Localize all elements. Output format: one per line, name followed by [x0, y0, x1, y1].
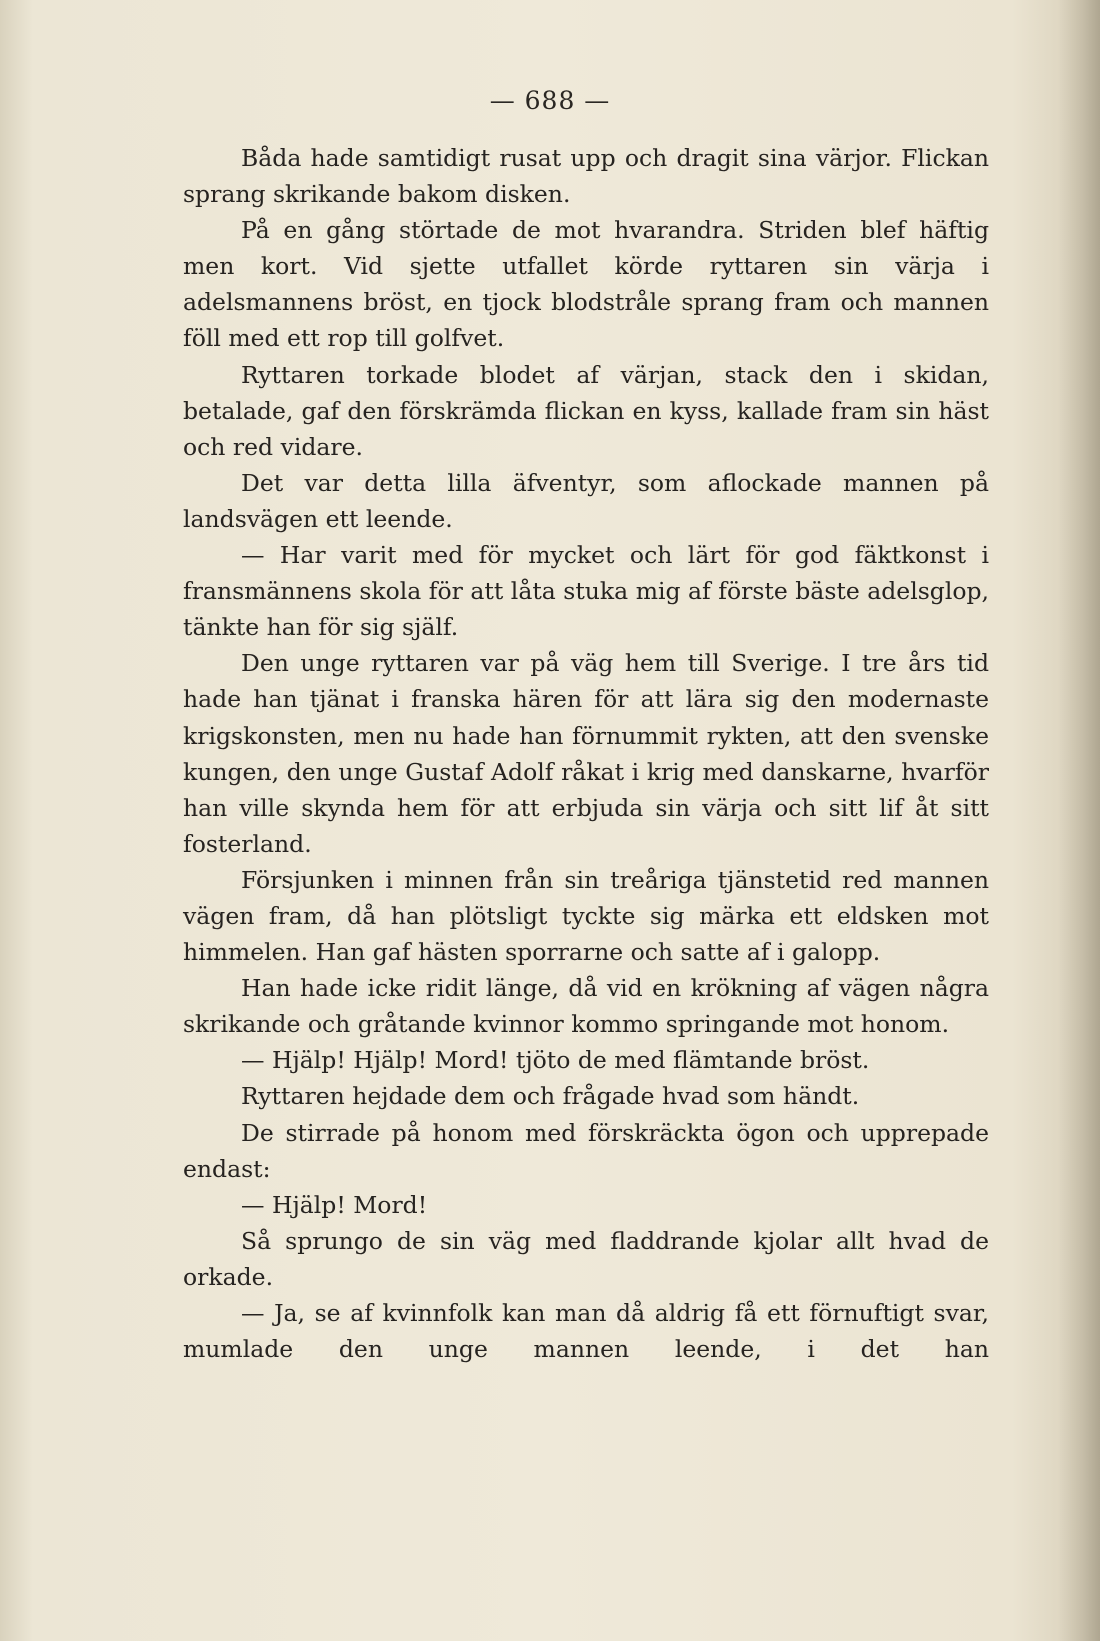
paragraph-6: Den unge ryttaren var på väg hem till Sverige. I tre års tid hade han tjänat i franska hären för att lära sig den modernaste krigskonsten, men nu hade han förnummit rykten, att den svenske kungen, den unge Gustaf Adolf råkat i krig med danskarne, hvarför han ville skynda hem för att erbjuda sin värja och sitt lif åt sitt fosterland.	[183, 649, 989, 858]
paragraph-4: Det var detta lilla äfventyr, som aflockade mannen på landsvägen ett leende.	[183, 468, 989, 533]
paragraph-5: — Har varit med för mycket och lärt för god fäktkonst i fransmännens skola för att låta stuka mig af förste bäste adelsglop, tänkte han för sig själf.	[183, 541, 989, 642]
paragraph-2: På en gång störtade de mot hvarandra. Striden blef häftig men kort. Vid sjette utfallet körde ryttaren sin värja i adelsmannens bröst, en tjock blodstråle sprang fram och mannen föll med ett rop till golfvet.	[183, 216, 989, 353]
page-edge-shadow	[1058, 0, 1100, 1641]
paragraph-7: Försjunken i minnen från sin treåriga tjänstetid red mannen vägen fram, då han plötsligt tyckte sig märka ett eldsken mot himmelen. Han gaf hästen sporrarne och satte af i galopp.	[183, 865, 989, 967]
body-text	[183, 140, 989, 1367]
paragraph-10: Ryttaren hejdade dem och frågade hvad som händt.	[241, 1082, 860, 1111]
paragraph-8: Han hade icke ridit länge, då vid en krökning af vägen några skrikande och gråtande kvinnor kommo springande mot honom.	[183, 974, 989, 1039]
paragraph-3: Ryttaren torkade blodet af värjan, stack den i skidan, betalade, gaf den förskrämda flickan en kyss, kallade fram sin häst och red vidare.	[183, 360, 989, 461]
paragraph-14: — Ja, se af kvinnfolk kan man då aldrig få ett förnuftigt svar, mumlade den unge mannen leende, i det han	[183, 1299, 989, 1364]
paragraph-11: De stirrade på honom med förskräckta ögon och upprepade endast:	[183, 1118, 989, 1183]
paragraph-12: — Hjälp! Mord!	[241, 1190, 428, 1219]
paragraph-9: — Hjälp! Hjälp! Mord! tjöto de med flämtande bröst.	[241, 1046, 870, 1075]
paragraph-13: Så sprungo de sin väg med fladdrande kjolar allt hvad de orkade.	[183, 1226, 989, 1291]
paragraph-1: Båda hade samtidigt rusat upp och dragit sina värjor. Flickan sprang skrikande bakom disken.	[183, 144, 989, 209]
page-number: — 688 —	[489, 86, 611, 115]
